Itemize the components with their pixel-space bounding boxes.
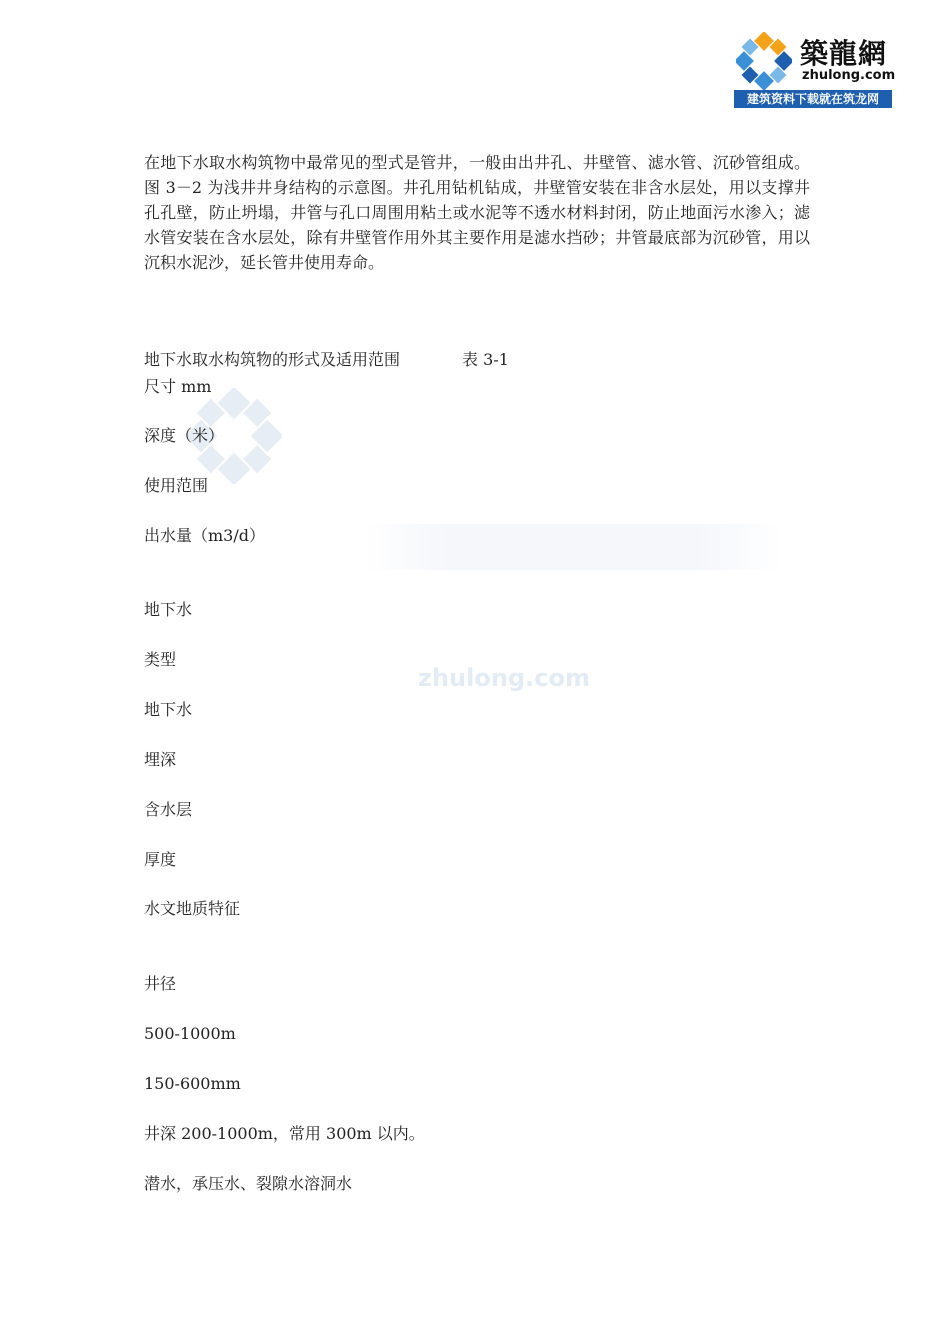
- line-thickness: 厚度: [144, 850, 177, 869]
- line-hydrogeology: 水文地质特征: [144, 899, 241, 918]
- line-burial-depth: 埋深: [144, 750, 177, 769]
- logo-slogan: 建筑资料下载就在筑龙网: [734, 90, 892, 108]
- line-well-diameter: 井径: [144, 974, 177, 993]
- site-logo: [734, 30, 896, 108]
- logo-brand-english: zhulong.com: [802, 68, 896, 83]
- zhulong-logo-mark-icon: [736, 32, 792, 90]
- line-range-1: 500-1000m: [144, 1024, 236, 1043]
- line-groundwater-2: 地下水: [144, 700, 193, 719]
- watermark-text: zhulong.com: [418, 664, 590, 692]
- table-title: 地下水取水构筑物的形式及适用范围: [144, 350, 401, 369]
- body-paragraph: 在地下水取水构筑物中最常见的型式是管井，一般由出井孔、井壁管、滤水管、沉砂管组成。图 3－2 为浅井井身结构的示意图。井孔用钻机钻成，井壁管安装在非含水层处，用以支撑井孔孔壁，防止坍塌，井管与孔口周围用粘土或水泥等不透水材料封闭，防止地面污水渗入；滤水管安装在含水层处，除有井壁管作用外其主要作用是滤水挡砂；井管最底部为沉砂管，用以沉积水泥沙，延长管井使用寿命。: [144, 153, 810, 272]
- line-usage-range: 使用范围: [144, 476, 209, 495]
- line-range-2: 150-600mm: [144, 1074, 241, 1093]
- line-water-types: 潜水，承压水、裂隙水溶洞水: [144, 1174, 353, 1193]
- line-size: 尺寸 mm: [144, 377, 212, 396]
- line-depth: 深度（米）: [144, 426, 225, 445]
- table-number: 表 3-1: [462, 350, 509, 369]
- line-water-output: 出水量（m3/d）: [144, 526, 265, 545]
- line-type: 类型: [144, 650, 177, 669]
- table-title-line: [144, 349, 509, 371]
- logo-brand-chinese: 築龍網: [800, 37, 888, 70]
- watermark-band: [364, 524, 784, 570]
- line-groundwater: 地下水: [144, 600, 193, 619]
- line-aquifer: 含水层: [144, 800, 193, 819]
- line-well-depth: 井深 200-1000m，常用 300m 以内。: [144, 1124, 425, 1143]
